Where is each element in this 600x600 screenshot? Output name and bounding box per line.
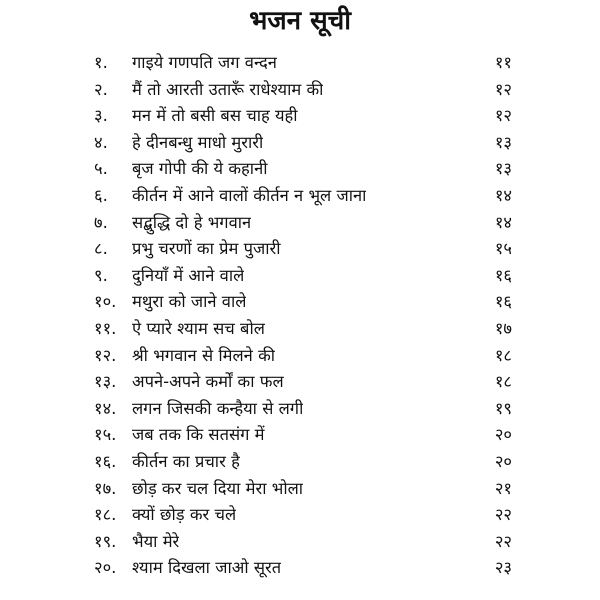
entry-page-number: १२	[494, 79, 512, 99]
list-item	[0, 156, 600, 183]
entry-title: गाइये गणपति जग वन्दन	[132, 53, 277, 72]
entry-page-number: १२	[494, 106, 512, 126]
entry-page-number: ११	[494, 53, 512, 72]
entry-title: क्यों छोड़ कर चले	[132, 505, 237, 525]
entry-title: श्याम दिखला जाओ सूरत	[132, 558, 282, 578]
entry-number: ४.	[94, 132, 108, 152]
entry-number: ३.	[94, 106, 108, 126]
list-item	[0, 130, 600, 157]
list-item	[0, 210, 600, 237]
entry-page-number: १९	[494, 398, 512, 418]
list-item	[0, 50, 600, 77]
list-item	[0, 476, 600, 503]
list-item	[0, 502, 600, 529]
entry-page-number: १५	[494, 239, 512, 259]
list-item	[0, 236, 600, 263]
entry-page-number: २२	[494, 531, 512, 551]
entry-title: जब तक कि सतसंग में	[132, 425, 265, 445]
list-item	[0, 183, 600, 210]
list-item	[0, 103, 600, 130]
entry-page-number: २०	[494, 451, 512, 471]
entry-page-number: १७	[494, 318, 512, 338]
list-item	[0, 343, 600, 370]
entry-number: १.	[94, 53, 108, 72]
page-title: भजन सूची	[249, 6, 351, 36]
entry-number: ८.	[94, 239, 108, 259]
entry-page-number: २०	[494, 425, 512, 445]
entry-page-number: २३	[494, 558, 512, 578]
entry-title: बृज गोपी की ये कहानी	[132, 159, 268, 179]
entry-page-number: १८	[494, 345, 512, 365]
entry-title: दुनियाँ में आने वाले	[132, 265, 245, 285]
list-item	[0, 422, 600, 449]
table-of-contents	[0, 50, 600, 582]
entry-page-number: १३	[494, 159, 512, 179]
entry-number: ७.	[94, 212, 108, 232]
entry-title: कीर्तन का प्रचार है	[132, 451, 240, 471]
entry-number: १३.	[94, 372, 117, 392]
entry-title: छोड़ कर चल दिया मेरा भोला	[132, 478, 304, 498]
entry-title: हे दीनबन्धु माधो मुरारी	[132, 132, 264, 152]
entry-title: श्री भगवान से मिलने की	[132, 345, 276, 365]
entry-number: २०.	[94, 558, 117, 578]
entry-title: मन में तो बसी बस चाह यही	[132, 106, 298, 126]
entry-number: १९.	[94, 531, 117, 551]
entry-title: मैं तो आरती उतारूँ राधेश्याम की	[132, 79, 324, 99]
entry-page-number: १३	[494, 132, 512, 152]
entry-number: ११.	[94, 318, 117, 338]
list-item	[0, 369, 600, 396]
entry-number: १७.	[94, 478, 117, 498]
list-item	[0, 555, 600, 582]
entry-page-number: १६	[494, 292, 512, 312]
list-item	[0, 396, 600, 423]
entry-number: १२.	[94, 345, 117, 365]
list-item	[0, 529, 600, 556]
entry-title: प्रभु चरणों का प्रेम पुजारी	[132, 239, 281, 259]
entry-title: सद्बुद्धि दो हे भगवान	[132, 212, 252, 232]
entry-page-number: १४	[494, 185, 512, 205]
entry-title: लगन जिसकी कन्हैया से लगी	[132, 398, 304, 418]
entry-title: मथुरा को जाने वाले	[132, 292, 247, 312]
entry-title: भैया मेरे	[132, 531, 180, 551]
entry-page-number: १४	[494, 212, 512, 232]
entry-number: २.	[94, 79, 108, 99]
entry-page-number: २२	[494, 505, 512, 525]
entry-title: ऐ प्यारे श्याम सच बोल	[132, 318, 265, 338]
entry-title: अपने-अपने कर्मों का फल	[132, 372, 284, 392]
entry-number: ५.	[94, 159, 108, 179]
list-item	[0, 316, 600, 343]
entry-number: ९.	[94, 265, 108, 285]
list-item	[0, 77, 600, 104]
entry-number: १५.	[94, 425, 117, 445]
entry-number: ६.	[94, 185, 108, 205]
entry-page-number: २१	[494, 478, 512, 498]
entry-number: १०.	[94, 292, 117, 312]
entry-title: कीर्तन में आने वालों कीर्तन न भूल जाना	[132, 185, 367, 205]
list-item	[0, 449, 600, 476]
entry-number: १८.	[94, 505, 117, 525]
entry-number: १६.	[94, 451, 117, 471]
list-item	[0, 289, 600, 316]
list-item	[0, 263, 600, 290]
entry-page-number: १८	[494, 372, 512, 392]
entry-number: १४.	[94, 398, 117, 418]
entry-page-number: १६	[494, 265, 512, 285]
